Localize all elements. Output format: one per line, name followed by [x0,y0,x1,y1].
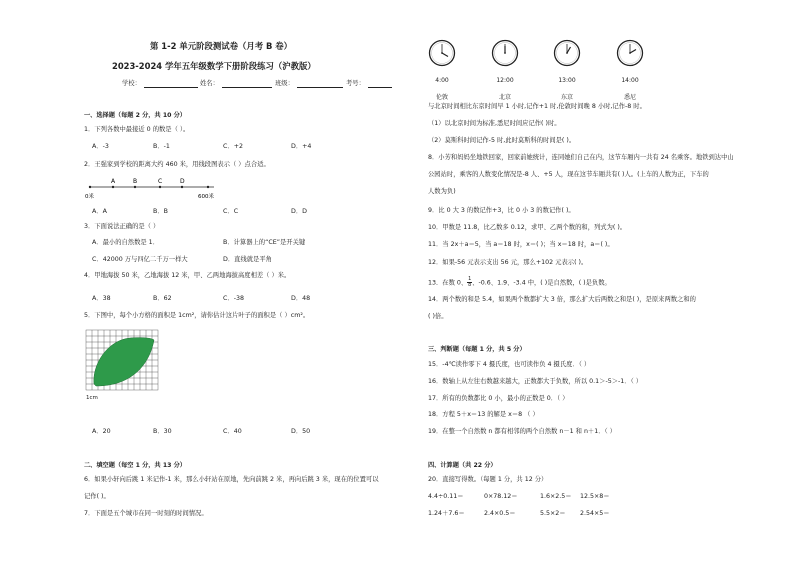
q9: 9．比 0 大 3 的数记作+3，比 0 小 3 的数记作( )。 [428,207,575,214]
clock-tokyo-time: 13:00 [558,77,576,84]
q6-line2: 记作( )。 [84,493,110,500]
q2-option-b[interactable]: B．B [153,208,168,215]
q13-suffix: 、-0.6、1.9、-3.4 中，( )是自然数，( )是负数。 [472,279,611,287]
q2-label-end: 600米 [198,194,214,200]
school-field[interactable] [144,81,198,88]
q4-option-a[interactable]: A．38 [92,295,111,302]
name-field[interactable] [222,81,272,88]
q13-denominator: 8 [468,282,472,288]
clock-beijing-city: 北京 [498,94,511,101]
q8-line2: 公园站时，乘客的人数变化情况是-8 人、+5 人，现在这节车厢共有( )人。(上车的人数为正，下车的 [428,171,709,178]
q13-numerator: 1 [468,276,472,282]
q1-stem: 1．下列各数中最接近 0 的数是（ ）。 [84,126,190,133]
clock-tokyo-city: 东京 [560,94,573,101]
q2-option-c[interactable]: C．C [223,208,239,215]
clock-london-time: 4:00 [435,77,449,84]
q3-stem: 3．下面说法正确的是（ ） [84,223,160,230]
calc-item: 5.5×2＝ [540,510,566,517]
calc-item: 12.5×8＝ [580,493,610,500]
q11: 11．当 2x＋a＝5，当 a＝18 时，x＝( )；当 x＝18 时，a＝( )。 [428,241,614,248]
calc-item: 2.54×5＝ [580,510,610,517]
clock-london [428,39,456,67]
q13-prefix: 13．在数 0、 [428,279,468,287]
q2-label-c: C [158,178,163,185]
q2-label-d: D [180,178,185,185]
q4-option-c[interactable]: C．-38 [223,295,244,302]
section1-heading: 一、选择题（每题 2 分，共 10 分） [84,112,186,119]
examno-field[interactable] [368,81,392,88]
q2-stem: 2．王强家到学校的距离大约 460 米，用线段图表示（ ）点合适。 [84,161,270,168]
calc-item: 1.6×2.5＝ [540,493,572,500]
q8-line1: 8．小芳和妈妈坐地铁回家，回家前她统计，连同她们自己在内，这节车厢内一共有 24 名乘客。地铁到达中山 [428,154,734,161]
q6-line1: 6．如果小轩向后跳 1 米记作-1 米，那么小轩站在原地，先向前跳 2 米，再向后跳 3 米，现在的位置可以 [84,476,379,483]
class-field[interactable] [297,81,343,88]
q8-line3: 人数为负) [428,188,456,195]
q2-label-a: A [111,178,116,185]
q4-stem: 4．甲地海拔 50 米，乙地海拔 12 米，甲、乙两地海拔高度相差（ ）米。 [84,272,291,279]
section3-heading: 三、判断题（每题 1 分，共 5 分） [428,346,526,353]
q17: 17．所有的负数都比 0 小，最小的正数是 0．（ ） [428,395,569,402]
q3-option-d[interactable]: D．直线就是平角 [223,256,272,263]
q20-stem: 20．直接写得数。（每题 1 分，共 12 分） [428,476,548,483]
clock-beijing-time: 12:00 [496,77,514,84]
calc-item: 4.4÷0.11＝ [428,493,464,500]
q16: 16．数轴上从左往右数越来越大，正数都大于负数，所以 0.1＞-5＞-1．（ ） [428,378,643,385]
q5-option-a[interactable]: A．20 [92,428,111,435]
q5-option-c[interactable]: C．40 [223,428,242,435]
q7-part1: （1）以北京时间为标准,悉尼时间应记作( )时。 [428,120,561,127]
q5-stem: 5．下图中，每个小方格的面积是 1cm²，请你估计这片叶子的面积是（ ）cm²。 [84,312,310,319]
q15: 15．-4℃读作零下 4 摄氏度，也可读作负 4 摄氏度．（ ） [428,361,591,368]
clock-tokyo [553,39,581,67]
q2-label-b: B [133,178,138,185]
q1-option-c[interactable]: C．+2 [223,143,243,150]
examno-label: 考号： [346,80,365,87]
exam-title: 第 1-2 单元阶段测试卷（月考 B 卷） [150,41,293,51]
calc-item: 2.4×0.5＝ [484,510,516,517]
clock-sydney-time: 14:00 [621,77,639,84]
q7-part2: （2）莫斯科时间记作-5 时,此时莫斯科的时间是( )。 [428,137,576,144]
q12: 12．如果-56 元表示支出 56 元，那么+102 元表示( )。 [428,259,588,266]
q2-option-d[interactable]: D．D [291,208,307,215]
q5-unit-label: 1cm [86,395,98,401]
q3-option-b[interactable]: B．计算器上的“CE”是开关键 [223,239,306,246]
q4-option-d[interactable]: D．48 [291,295,311,302]
q4-option-b[interactable]: B．62 [153,295,172,302]
q5-option-d[interactable]: D．50 [291,428,311,435]
q5-option-b[interactable]: B．30 [153,428,172,435]
q14-line1: 14．两个数的和是 5.4，如果两个数都扩大 3 倍，那么扩大后两数之和是( )，是原来两数之和的 [428,296,696,303]
q1-option-a[interactable]: A．-3 [92,143,109,150]
leaf-shape [94,338,154,386]
q2-number-line [84,174,224,204]
q14-line2: ( )倍。 [428,313,448,320]
exam-subtitle: 2023-2024 学年五年级数学下册阶段练习（沪教版） [112,61,316,71]
q18: 18．方程 5＋x＝13 的解是 x＝8 （ ） [428,411,539,418]
clock-beijing [491,39,519,67]
class-label: 班级： [275,80,294,87]
q5-leaf-grid [84,328,164,396]
q13 [428,277,611,288]
q7-stem: 7．下面是五个城市在同一时刻的时间情况。 [84,510,208,517]
q7-note: 与北京时间相比东京时间早 1 小时,记作+1 时,伦敦时间晚 8 小时,记作-8 时。 [428,103,646,110]
clock-sydney-city: 悉尼 [623,94,636,101]
school-label: 学校： [122,80,141,87]
q10: 10．甲数是 11.8，比乙数多 0.12，求甲、乙两个数的和，列式为( )。 [428,224,627,231]
q1-option-d[interactable]: D．+4 [291,143,312,150]
section4-heading: 四、计算题（共 22 分） [428,462,497,469]
q19: 19．在整一个自然数 n 都有相邻的两个自然数 n－1 和 n＋1．（ ） [428,428,616,435]
q2-option-a[interactable]: A．A [92,208,107,215]
clock-london-city: 伦敦 [435,94,448,101]
calc-item: 0×78.12＝ [484,493,518,500]
q1-option-b[interactable]: B．-1 [153,143,170,150]
calc-item: 1.24＋7.6＝ [428,510,465,517]
q3-option-a[interactable]: A．最小的自然数是 1． [92,239,159,246]
clock-sydney [616,39,644,67]
q3-option-c[interactable]: C．42000 万与四亿二千万一样大 [92,256,188,263]
section2-heading: 二、填空题（每空 1 分，共 13 分） [84,462,186,469]
name-label: 姓名： [200,80,219,87]
q2-label-start: 0米 [85,194,94,200]
